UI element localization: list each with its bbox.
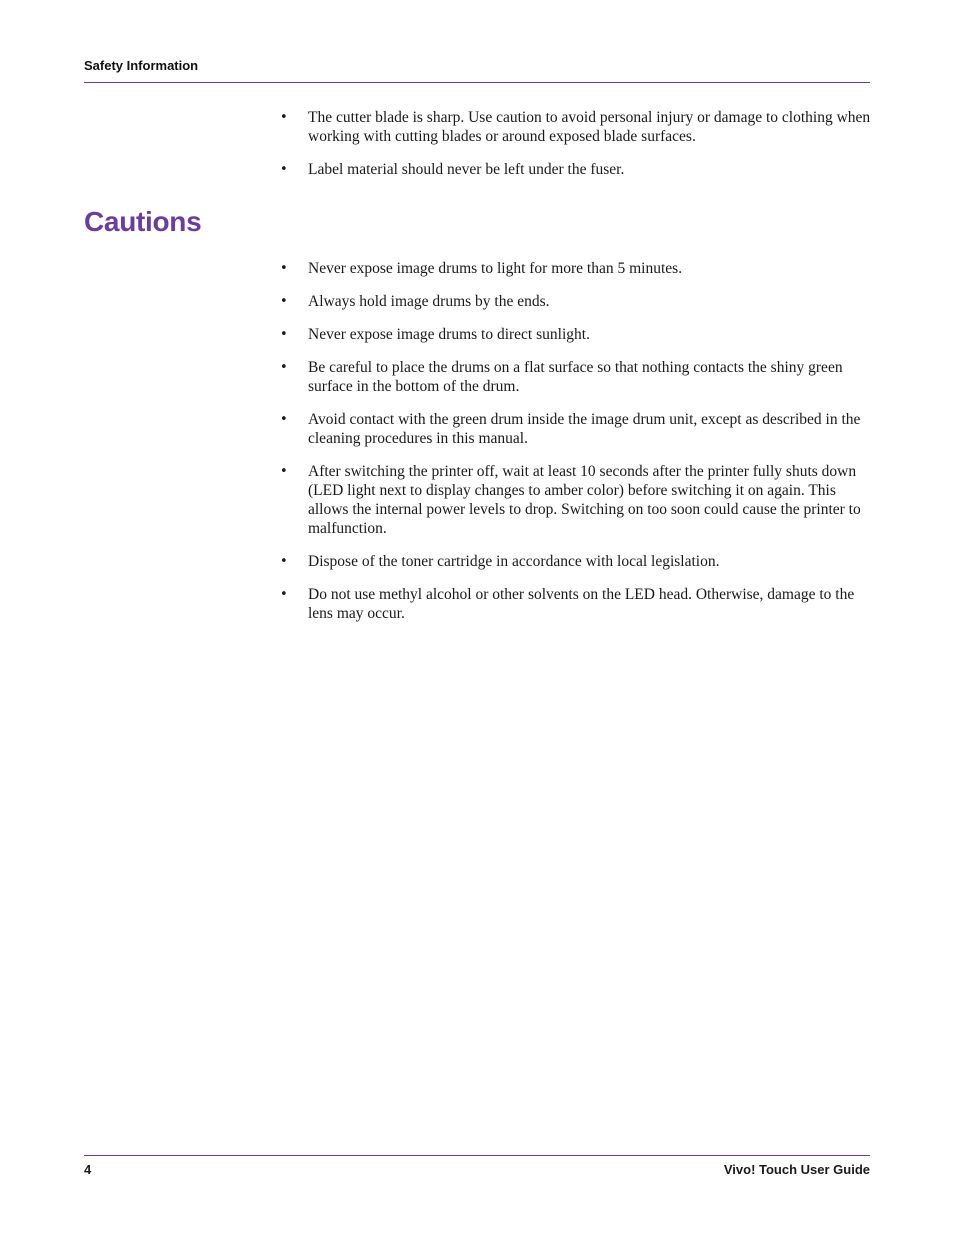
list-item [280,292,874,311]
bullet-icon: • [280,261,288,276]
section-label: Safety Information [84,58,199,73]
guide-title: Vivo! Touch User Guide [723,1162,870,1177]
list-item-text: Be careful to place the drums on a flat surface so that nothing contacts the shiny green surface in the bottom of the drum. [308,359,843,395]
cautions-heading: Cautions [84,206,202,237]
list-item-text: Avoid contact with the green drum inside the image drum unit, except as described in the cleaning procedures in this manual. [308,411,861,447]
list-item-text: After switching the printer off, wait at least 10 seconds after the printer fully shuts down (LED light next to display changes to amber color) before switching it on again. This allows the internal power levels to drop. Switching on too soon could cause the printer to malfunction. [308,463,861,537]
list-item [280,259,874,278]
bullet-icon: • [280,294,288,309]
running-header [84,57,870,83]
running-footer [84,1155,870,1183]
list-item-text: Always hold image drums by the ends. [308,293,550,310]
bullet-icon: • [280,162,288,177]
bullet-icon: • [280,464,288,479]
list-item [280,108,874,146]
bullet-icon: • [280,587,288,602]
list-item-text: Do not use methyl alcohol or other solvents on the LED head. Otherwise, damage to the lens may occur. [308,586,855,622]
bullet-icon: • [280,327,288,342]
page-number: 4 [84,1162,92,1177]
list-item [280,160,874,179]
list-item [280,410,874,448]
list-item-text: Never expose image drums to light for more than 5 minutes. [308,260,683,277]
list-item-text: Label material should never be left under the fuser. [308,161,625,178]
list-item [280,552,874,571]
list-item-text: Dispose of the toner cartridge in accordance with local legislation. [308,553,720,570]
list-item [280,325,874,344]
list-item [280,585,874,623]
bullet-icon: • [280,360,288,375]
bullet-icon: • [280,110,288,125]
list-item [280,462,874,538]
cautions-bullet-list [280,259,874,637]
bullet-icon: • [280,554,288,569]
list-item-text: Never expose image drums to direct sunlight. [308,326,590,343]
bullet-icon: • [280,412,288,427]
list-item-text: The cutter blade is sharp. Use caution to avoid personal injury or damage to clothing when working with cutting blades or around exposed blade surfaces. [308,109,871,145]
list-item [280,358,874,396]
intro-bullet-list [280,108,874,193]
